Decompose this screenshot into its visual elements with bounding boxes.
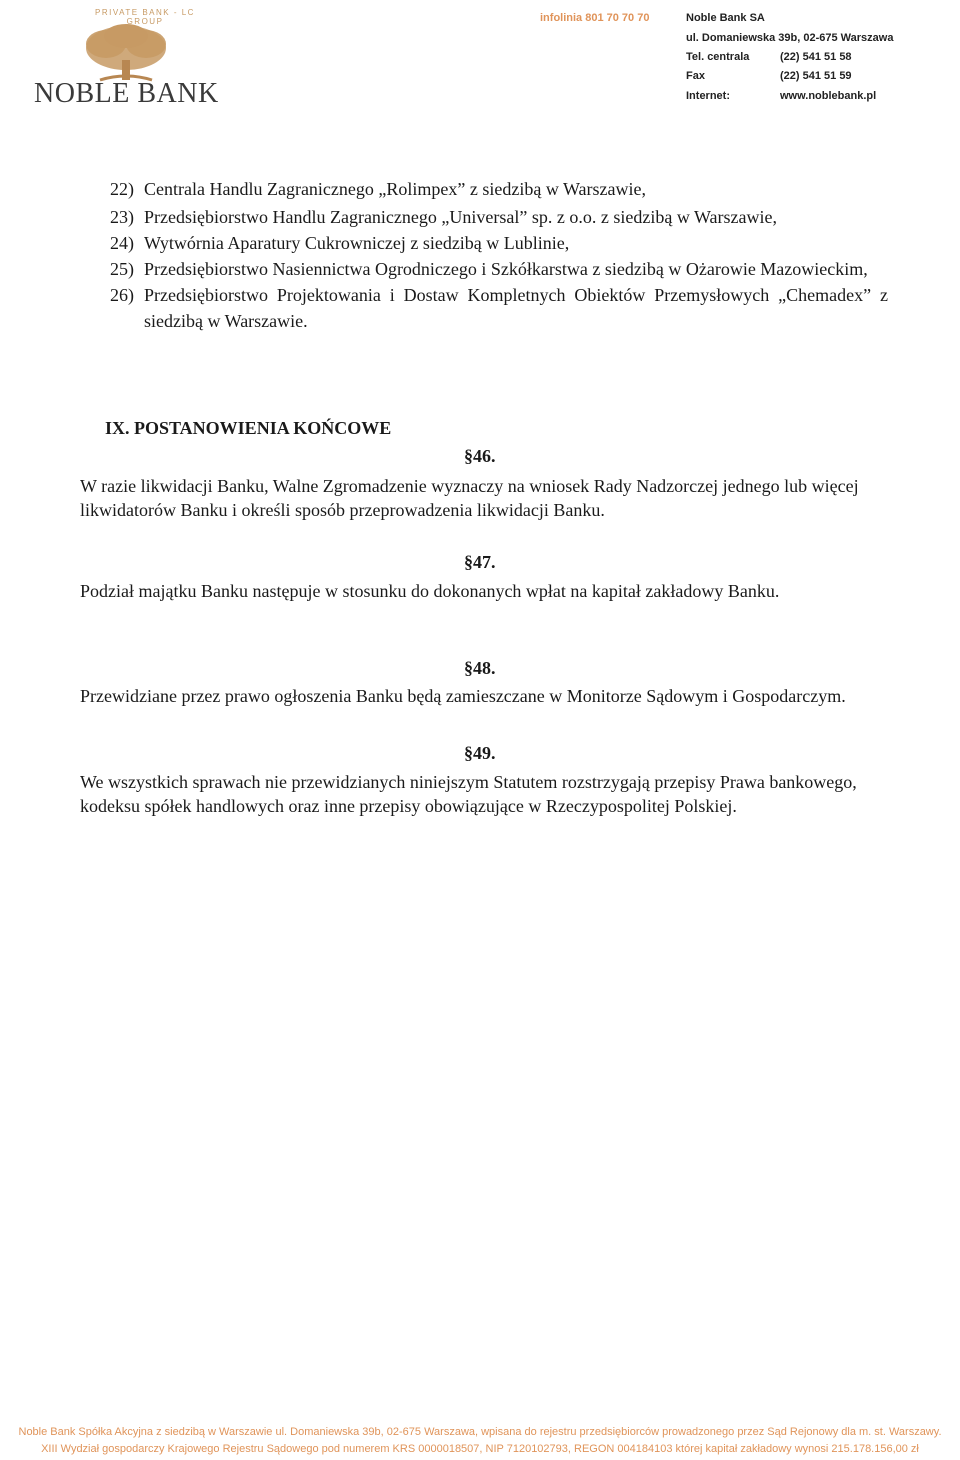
list-text: Przedsiębiorstwo Handlu Zagranicznego „Universal” sp. z o.o. z siedzibą w Warszawie, [144, 207, 777, 227]
paragraph-text: Przewidziane przez prawo ogłoszenia Banku będą zamieszczane w Monitorze Sądowym i Gospodarczym. [80, 686, 846, 706]
paragraph-text: We wszystkich sprawach nie przewidzianych niniejszym Statutem rozstrzygają przepisy Prawa bankowego, kodeksu spółek handlowych oraz inne przepisy obowiązujące w Rzeczypospolitej Polskiej. [80, 772, 857, 816]
list-number: 23) [110, 207, 134, 227]
internet-link[interactable]: www.noblebank.pl [780, 90, 877, 102]
list-item [80, 176, 888, 202]
section-title: IX. POSTANOWIENIA KOŃCOWE [105, 418, 392, 438]
infolinia-text: infolinia 801 70 70 70 [540, 12, 650, 24]
footer [0, 1424, 960, 1458]
paragraph-heading: §47. [464, 552, 496, 572]
enterprise-list [80, 176, 888, 334]
paragraph-text: W razie likwidacji Banku, Walne Zgromadzenie wyznaczy na wniosek Rady Nadzorczej jednego lub więcej likwidatorów Banku i określi sposób przeprowadzenia likwidacji Banku. [80, 476, 859, 520]
list-text: Centrala Handlu Zagranicznego „Rolimpex” z siedzibą w Warszawie, [144, 179, 647, 199]
footer-line-2: XIII Wydział gospodarczy Krajowego Rejestru Sądowego pod numerem KRS 0000018507, NIP 7120102793, REGON 004184103 której kapitał zakładowy wynosi 215.178.156,00 zł [41, 1443, 919, 1455]
footer-line-1: Noble Bank Spółka Akcyjna z siedzibą w Warszawie ul. Domaniewska 39b, 02-675 Warszawa, wpisana do rejestru przedsiębiorców prowadzonego przez Sąd Rejonowy dla m. st. Warszawy. [18, 1426, 942, 1438]
fax-value: (22) 541 51 59 [780, 70, 852, 82]
company-address: ul. Domaniewska 39b, 02-675 Warszawa [686, 32, 894, 44]
tel-value: (22) 541 51 58 [780, 51, 852, 63]
list-item [80, 230, 888, 256]
logo-arc-text: PRIVATE BANK - LC GROUP [95, 8, 195, 26]
tel-label: Tel. centrala [686, 51, 750, 63]
paragraph-heading: §46. [464, 446, 496, 466]
list-item [80, 282, 888, 334]
paragraph-heading: §48. [464, 658, 496, 678]
company-name: Noble Bank SA [686, 12, 765, 24]
list-number: 22) [110, 179, 134, 199]
logo-wordmark: NOBLE BANK [34, 78, 219, 109]
list-item [80, 204, 888, 230]
paragraph-text: Podział majątku Banku następuje w stosunku do dokonanych wpłat na kapitał zakładowy Banku. [80, 581, 780, 601]
list-number: 24) [110, 233, 134, 253]
list-number: 26) [110, 285, 134, 305]
list-text: Wytwórnia Aparatury Cukrowniczej z siedzibą w Lublinie, [144, 233, 570, 253]
list-number: 25) [110, 259, 134, 279]
paragraph-heading: §49. [464, 743, 496, 763]
list-text: Przedsiębiorstwo Projektowania i Dostaw Kompletnych Obiektów Przemysłowych „Chemadex” z siedzibą w Warszawie. [144, 285, 888, 331]
fax-label: Fax [686, 70, 705, 82]
list-item [80, 256, 888, 282]
internet-label: Internet: [686, 90, 730, 102]
list-text: Przedsiębiorstwo Nasiennictwa Ogrodniczego i Szkółkarstwa z siedzibą w Ożarowie Mazowieckim, [144, 259, 868, 279]
